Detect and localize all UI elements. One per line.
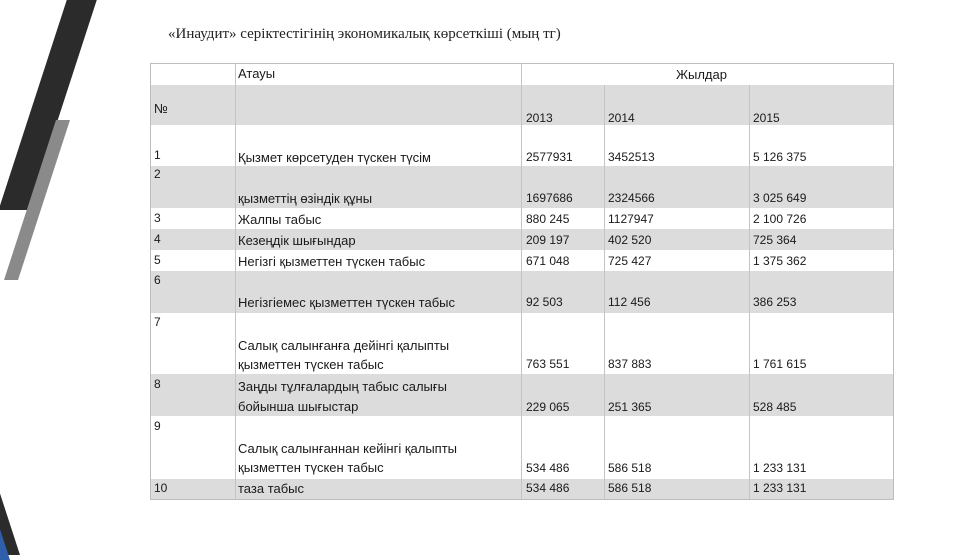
- column-divider: [604, 85, 605, 499]
- value-2013: 229 065: [526, 400, 570, 414]
- value-2015: 1 233 131: [753, 481, 807, 495]
- row-number: 7: [154, 315, 161, 329]
- decorative-stripe: [0, 255, 20, 555]
- value-2015: 2 100 726: [753, 212, 807, 226]
- row-name-line1: Салық салынғаннан кейінгі қалыпты: [238, 441, 458, 456]
- value-2015: 3 025 649: [753, 191, 807, 205]
- value-2014: 1127947: [608, 212, 654, 226]
- value-2014: 251 365: [608, 400, 652, 414]
- row-name-line2: қызметтен түскен табыс: [238, 357, 384, 372]
- value-2013: 1697686: [526, 191, 573, 205]
- value-2013: 209 197: [526, 233, 570, 247]
- header-years: Жылдар: [676, 67, 727, 82]
- row-name: қызметтің өзіндік құны: [238, 191, 373, 206]
- row-number: 10: [154, 481, 168, 495]
- row-name-line1: Салық салынғанға дейінгі қалыпты: [238, 338, 450, 353]
- row-name: Жалпы табыс: [238, 212, 322, 227]
- row-name-line1: Заңды тұлғалардың табыс салығы: [238, 379, 447, 394]
- row-name: таза табыс: [238, 481, 305, 496]
- row-name: Қызмет көрсетуден түскен түсім: [238, 150, 431, 165]
- column-divider: [749, 85, 750, 499]
- value-2013: 534 486: [526, 481, 570, 495]
- value-2014: 837 883: [608, 357, 652, 371]
- row-number: 5: [154, 253, 161, 267]
- row-name-line2: бойынша шығыстар: [238, 399, 359, 414]
- year-2013: 2013: [526, 111, 553, 125]
- value-2014: 2324566: [608, 191, 655, 205]
- value-2013: 763 551: [526, 357, 570, 371]
- row-name: Негізгі қызметтен түскен табыс: [238, 254, 426, 269]
- value-2014: 3452513: [608, 150, 655, 164]
- row-number: 6: [154, 273, 161, 287]
- value-2014: 112 456: [608, 295, 651, 309]
- value-2015: 5 126 375: [753, 150, 807, 164]
- indicators-table: [150, 63, 894, 500]
- row-number: 9: [154, 419, 161, 433]
- value-2013: 92 503: [526, 295, 563, 309]
- column-divider: [521, 64, 522, 499]
- row-name-line2: қызметтен түскен табыс: [238, 460, 384, 475]
- header-number: №: [154, 101, 168, 116]
- header-name: Атауы: [238, 66, 276, 81]
- row-number: 1: [154, 148, 161, 162]
- value-2015: 528 485: [753, 400, 797, 414]
- year-2015: 2015: [753, 111, 780, 125]
- value-2014: 586 518: [608, 461, 652, 475]
- row-number: 4: [154, 232, 161, 246]
- row-number: 2: [154, 167, 161, 181]
- value-2014: 586 518: [608, 481, 652, 495]
- value-2015: 725 364: [753, 233, 797, 247]
- page-title: «Инаудит» серіктестігінің экономикалық көрсеткіші (мың тг): [168, 26, 561, 42]
- value-2013: 880 245: [526, 212, 570, 226]
- value-2015: 1 761 615: [753, 357, 807, 371]
- value-2013: 534 486: [526, 461, 570, 475]
- value-2014: 725 427: [608, 254, 652, 268]
- value-2013: 2577931: [526, 150, 573, 164]
- value-2014: 402 520: [608, 233, 652, 247]
- value-2015: 1 233 131: [753, 461, 807, 475]
- row-number: 8: [154, 377, 161, 391]
- row-name: Негізгіемес қызметтен түскен табыс: [238, 295, 455, 310]
- value-2013: 671 048: [526, 254, 570, 268]
- table-band: [151, 85, 893, 125]
- row-number: 3: [154, 211, 161, 225]
- row-name: Кезеңдік шығындар: [238, 233, 356, 248]
- column-divider: [235, 64, 236, 499]
- value-2015: 386 253: [753, 295, 797, 309]
- year-2014: 2014: [608, 111, 635, 125]
- value-2015: 1 375 362: [753, 254, 807, 268]
